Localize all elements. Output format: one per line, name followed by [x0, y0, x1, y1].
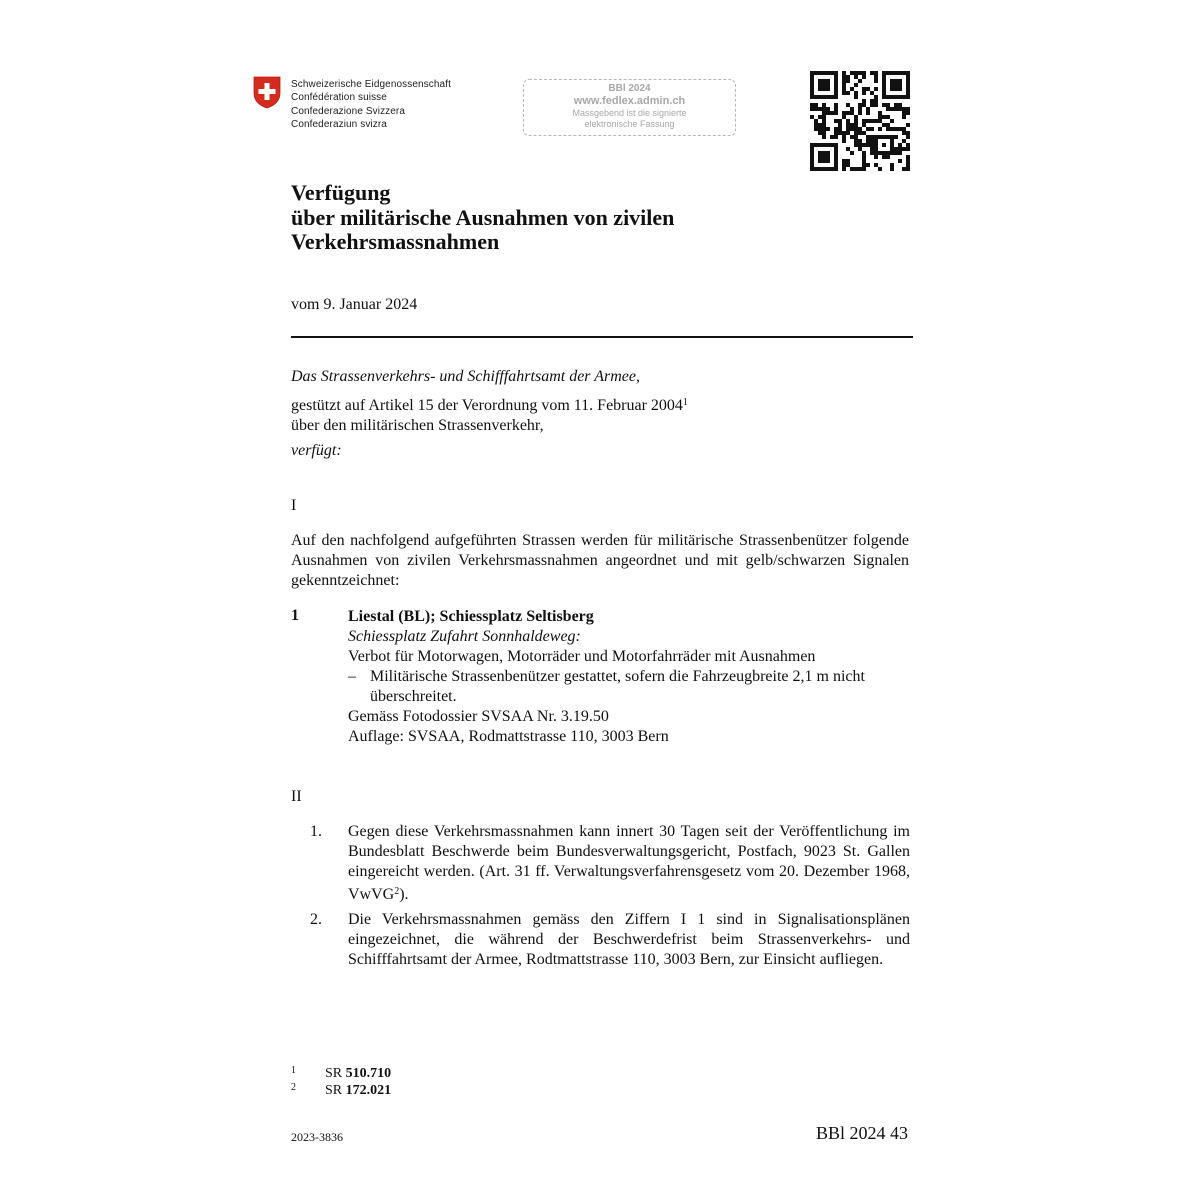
list-item: [310, 910, 910, 970]
footnote-prefix: SR: [325, 1083, 346, 1098]
list-item-number: 1.: [310, 823, 322, 840]
agency-line-fr: Confédération suisse: [291, 92, 387, 104]
agency-line-de: Schweizerische Eidgenossenschaft: [291, 79, 451, 90]
footnote-number: 1: [291, 1065, 296, 1076]
legal-basis: [291, 393, 688, 436]
item-heading: Liestal (BL); Schiessplatz Seltisberg: [348, 608, 594, 625]
authority-line: Das Strassenverkehrs- und Schifffahrtsamt der Armee,: [291, 368, 640, 385]
section-1-paragraph: Auf den nachfolgend aufgeführten Strassen werden für militärische Strassenbenützer folgende Ausnahmen von zivilen Verkehrsmassnahmen angeordnet und mit gelb/schwarzen Signalen gekenntzeichnet:: [291, 532, 909, 589]
item-exception-text: Militärische Strassenbenützer gestattet, sofern die Fahrzeugbreite 2,1 m nicht überschreitet.: [370, 668, 865, 705]
item-line-3: Gemäss Fotodossier SVSAA Nr. 3.19.50: [348, 708, 609, 725]
bbl-reference: BBl 2024 43: [815, 1123, 908, 1143]
stamp-note-2: elektronische Fassung: [584, 119, 675, 129]
document-date: vom 9. Januar 2024: [291, 296, 418, 313]
item-exception: [348, 667, 910, 707]
title-line-3: Verkehrsmassnahmen: [291, 229, 500, 254]
agency-line-rm: Confederaziun svizra: [291, 119, 387, 131]
footnote-ref-2[interactable]: 2: [394, 886, 400, 897]
decree-word: verfügt:: [291, 442, 342, 459]
title-line-2: über militärische Ausnahmen von zivilen: [291, 204, 675, 230]
item-line-4: Auflage: SVSAA, Rodmattstrasse 110, 3003 Bern: [348, 728, 669, 745]
footnote-ref-1[interactable]: 1: [682, 397, 688, 408]
document-number: 2023-3836: [291, 1130, 343, 1144]
list-item-text: [348, 822, 910, 905]
list-item: [310, 822, 910, 905]
swiss-coat-of-arms-icon: [253, 76, 281, 109]
stamp-note-1: Massgebend ist die signierte: [572, 108, 687, 118]
document-title: [291, 181, 674, 255]
stamp-bbl: BBl 2024: [608, 83, 651, 94]
item-number: 1: [291, 607, 299, 624]
list-item-text: Die Verkehrsmassnahmen gemäss den Ziffern I 1 sind in Signalisationsplänen eingezeichnet, die während der Beschwerdefrist beim Strassenverkehrs- und Schifffahrtsamt der Armee, Rodtmattstrasse 110, 3003 Bern, zur Einsicht aufliegen.: [348, 911, 910, 968]
stamp-url[interactable]: www.fedlex.admin.ch: [573, 95, 686, 107]
legal-basis-line-1: gestützt auf Artikel 15 der Verordnung vom 11. Februar 2004: [291, 397, 683, 414]
section-label-2: II: [291, 788, 302, 805]
item-body: [348, 607, 910, 747]
footnote-prefix: SR: [325, 1066, 346, 1081]
agency-name-block: [291, 78, 451, 132]
section-label-1: I: [291, 497, 297, 514]
agency-line-it: Confederazione Svizzera: [291, 105, 406, 117]
footnote-ref-link[interactable]: 510.710: [345, 1066, 392, 1081]
dash-marker: –: [348, 668, 356, 685]
list-item-text-a: Gegen diese Verkehrsmassnahmen kann innert 30 Tagen seit der Veröffentlichung im Bundesblatt Beschwerde beim Bundesverwaltungsgericht, Postfach, 9023 St. Gallen eingereicht werden. (Art. 31 ff. Verwaltungsverfahrensgesetz vom 20. Dezember 1968, VwVG: [348, 823, 910, 903]
qr-code-icon: [810, 71, 910, 171]
title-line-1: Verfügung: [291, 180, 391, 205]
divider: [291, 336, 913, 338]
list-item-number: 2.: [310, 911, 322, 928]
list-item-text-b: ).: [399, 886, 409, 903]
item-subheading: Schiessplatz Zufahrt Sonnhaldeweg:: [348, 628, 581, 645]
item-line-1: Verbot für Motorwagen, Motorräder und Motorfahrräder mit Ausnahmen: [348, 648, 816, 665]
legal-basis-line-2: über den militärischen Strassenverkehr,: [291, 417, 544, 434]
publication-stamp: [523, 79, 736, 136]
footnote: [291, 1079, 391, 1099]
footnote-ref-link[interactable]: 172.021: [345, 1083, 392, 1098]
footnote-number: 2: [291, 1082, 296, 1093]
